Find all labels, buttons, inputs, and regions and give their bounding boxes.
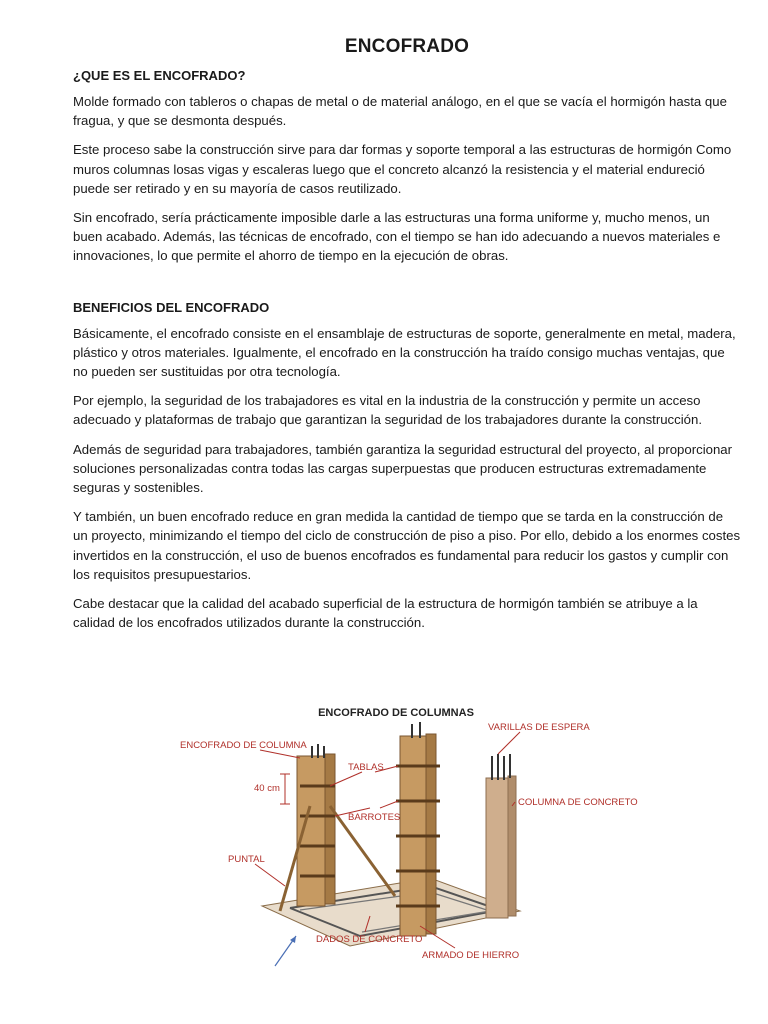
section-heading-benefits: BENEFICIOS DEL ENCOFRADO [73,299,270,315]
label-armado-de-hierro: ARMADO DE HIERRO [422,950,520,961]
document-page [73,36,741,642]
left-formwork-column [297,744,335,906]
paragraph: Molde formado con tableros o chapas de metal o de material análogo, en el que se vacía el hormigón hasta que fragua, y que se desmonta después. [73,94,727,129]
document-title: ENCOFRADO [344,36,470,57]
paragraph: Por ejemplo, la seguridad de los trabajadores es vital en la industria de la construcción y permite un acceso adecuado y plataformas de trabajo que garantizan la seguridad de los trabajadores durante la construcción. [73,393,703,428]
concrete-column [486,754,516,918]
paragraph: Además de seguridad para trabajadores, también garantiza la seguridad estructural del proyecto, al proporcionar soluciones personalizadas contra todas las cargas superpuestas que producen estructuras extremadamente seguras y sostenibles. [73,441,733,496]
section-heading-what-is: ¿QUE ES EL ENCOFRADO? [73,68,246,83]
label-barrotes: BARROTES [348,812,401,823]
formwork-diagram [0,696,768,976]
paragraph: Sin encofrado, sería prácticamente imposible darle a las estructuras una forma uniforme y, mucho menos, un buen acabado. Además, las técnicas de encofrado, con el tiempo se han ido adecuando a nuevos materiales e innovaciones, lo que permite el ahorro de tiempo en la ejecución de obras. [73,210,721,264]
paragraph: Y también, un buen encofrado reduce en gran medida la cantidad de tiempo que se tarda en la construcción de un proyecto, minimizando el tiempo del ciclo de construcción de piso a piso. Por ello, debido a los enormes costes invertidos en la construcción, el uso de buenos encofrados es fundamental para reducir los gastos y cumplir con los requisitos presupuestarios. [73,509,741,582]
label-encofrado-columna: ENCOFRADO DE COLUMNA [180,740,307,751]
paragraph: Este proceso sabe la construcción sirve para dar formas y soporte temporal a las estructuras de hormigón Como muros columnas losas vigas y escaleras luego que el concreto alcanzó la resistencia y el material endureció puede ser retirado y en su mayoría de casos reutilizado. [73,142,732,196]
figure-title: ENCOFRADO DE COLUMNAS [318,707,474,719]
label-varillas-de-espera: VARILLAS DE ESPERA [488,722,590,733]
central-formwork-column [396,722,440,936]
label-tablas: TABLAS [348,762,384,773]
column-formwork-illustration [0,696,768,976]
label-dados-de-concreto: DADOS DE CONCRETO [316,934,423,945]
label-puntal: PUNTAL [228,854,265,865]
label-columna-de-concreto: COLUMNA DE CONCRETO [518,797,638,808]
paragraph: Básicamente, el encofrado consiste en el ensamblaje de estructuras de soporte, generalmente en metal, madera, plástico y otros materiales. Igualmente, el encofrado en la construcción ha traído consigo muchas ventajas, que no pueden ser sustituidas por otra tecnología. [73,325,736,380]
spacer [73,276,741,300]
paragraph: Cabe destacar que la calidad del acabado superficial de la estructura de hormigón también se atribuye a la calidad de los encofrados utilizados durante la construcción. [73,596,698,631]
label-40cm: 40 cm [254,783,280,794]
